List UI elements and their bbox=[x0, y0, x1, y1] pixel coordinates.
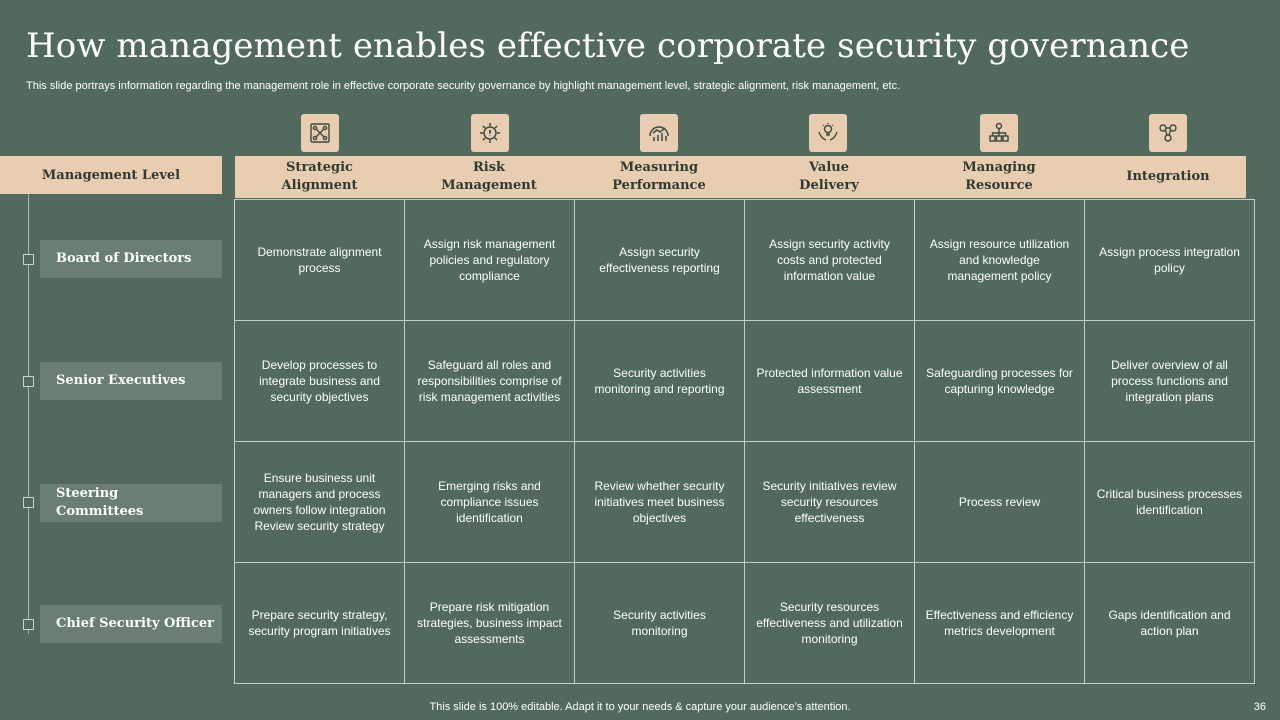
table-cell: Protected information value assessment bbox=[745, 321, 915, 442]
gears-network-icon bbox=[1149, 114, 1187, 152]
hands-bulb-icon bbox=[809, 114, 847, 152]
slide-subtitle: This slide portrays information regarding the management role in effective corporate security governance by highlight management level, strategic alignment, risk management, etc. bbox=[26, 80, 901, 92]
column-header-measuring-performance: Measuring Performance bbox=[612, 160, 706, 193]
table-cell: Assign resource utilization and knowledge management policy bbox=[915, 200, 1085, 321]
table-cell: Gaps identification and action plan bbox=[1085, 563, 1255, 684]
level-senior-executives: Senior Executives bbox=[40, 362, 222, 400]
table-cell: Assign process integration policy bbox=[1085, 200, 1255, 321]
column-header-value-delivery: Value Delivery bbox=[799, 160, 859, 193]
table-cell: Assign risk management policies and regulatory compliance bbox=[405, 200, 575, 321]
hierarchy-icon bbox=[980, 114, 1018, 152]
table-cell: Deliver overview of all process functions and integration plans bbox=[1085, 321, 1255, 442]
slide-title: How management enables effective corporate security governance bbox=[26, 26, 1190, 66]
timeline-node bbox=[23, 619, 34, 630]
table-cell: Security resources effectiveness and utilization monitoring bbox=[745, 563, 915, 684]
table-row bbox=[235, 442, 1255, 563]
table-cell: Security initiatives review security resources effectiveness bbox=[745, 442, 915, 563]
table-cell: Safeguarding processes for capturing knowledge bbox=[915, 321, 1085, 442]
table-row bbox=[235, 321, 1255, 442]
table-cell: Demonstrate alignment process bbox=[235, 200, 405, 321]
table-cell: Security activities monitoring bbox=[575, 563, 745, 684]
timeline-node bbox=[23, 376, 34, 387]
table-cell: Effectiveness and efficiency metrics development bbox=[915, 563, 1085, 684]
table-row bbox=[235, 563, 1255, 684]
table-cell: Ensure business unit managers and process owners follow integration Review security strategy bbox=[235, 442, 405, 563]
timeline-node bbox=[23, 254, 34, 265]
table-row bbox=[235, 200, 1255, 321]
responsibility-table bbox=[234, 199, 1255, 684]
table-cell: Process review bbox=[915, 442, 1085, 563]
column-header-integration: Integration bbox=[1126, 169, 1210, 184]
page-number: 36 bbox=[1253, 701, 1266, 713]
table-cell: Prepare risk mitigation strategies, business impact assessments bbox=[405, 563, 575, 684]
table-cell: Review whether security initiatives meet business objectives bbox=[575, 442, 745, 563]
level-steering-committees: Steering Committees bbox=[40, 484, 222, 522]
network-puzzle-icon bbox=[301, 114, 339, 152]
table-cell: Assign security activity costs and protected information value bbox=[745, 200, 915, 321]
management-level-header: Management Level bbox=[0, 156, 222, 194]
table-cell: Develop processes to integrate business and security objectives bbox=[235, 321, 405, 442]
column-header-managing-resource: Managing Resource bbox=[962, 160, 1036, 193]
gear-warning-icon bbox=[471, 114, 509, 152]
gauge-chart-icon bbox=[640, 114, 678, 152]
level-chief-security-officer: Chief Security Officer bbox=[40, 605, 222, 643]
table-cell: Security activities monitoring and reporting bbox=[575, 321, 745, 442]
footer-note: This slide is 100% editable. Adapt it to your needs & capture your audience’s attention. bbox=[429, 701, 851, 713]
table-cell: Prepare security strategy, security program initiatives bbox=[235, 563, 405, 684]
table-cell: Critical business processes identification bbox=[1085, 442, 1255, 563]
table-cell: Safeguard all roles and responsibilities comprise of risk management activities bbox=[405, 321, 575, 442]
level-board-of-directors: Board of Directors bbox=[40, 240, 222, 278]
table-cell: Emerging risks and compliance issues identification bbox=[405, 442, 575, 563]
column-header-strategic-alignment: Strategic Alignment bbox=[281, 160, 358, 193]
timeline-node bbox=[23, 497, 34, 508]
table-cell: Assign security effectiveness reporting bbox=[575, 200, 745, 321]
column-header-risk-management: Risk Management bbox=[441, 160, 537, 193]
